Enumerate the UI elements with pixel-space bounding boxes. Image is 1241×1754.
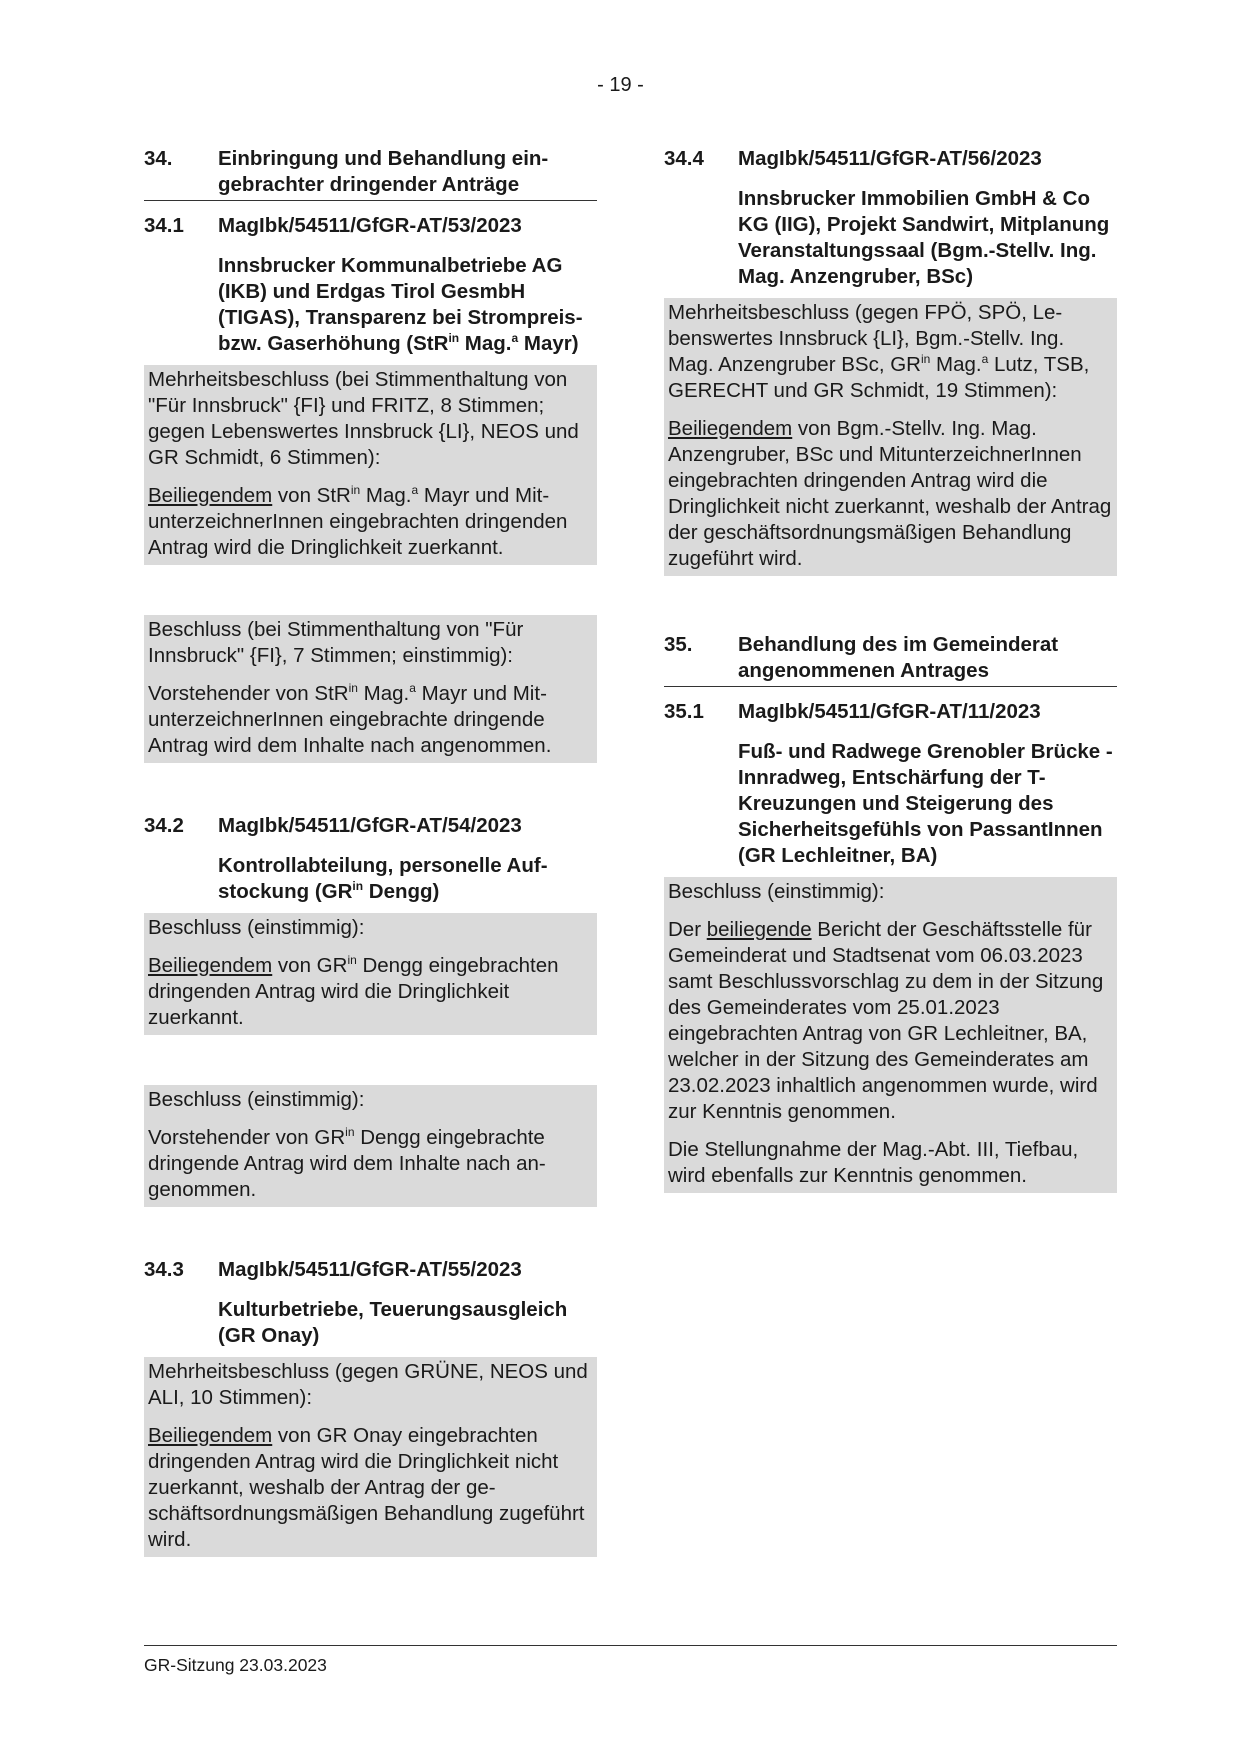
item-ref: MagIbk/54511/GfGR-AT/53/2023: [218, 214, 522, 237]
item-number: 34.3: [144, 1258, 184, 1281]
item-ref: MagIbk/54511/GfGR-AT/54/2023: [218, 814, 522, 837]
page-number: - 19 -: [597, 74, 644, 96]
item-ref-heading: [664, 146, 1117, 172]
resolution-box: [144, 615, 597, 763]
decision-text: Beschluss (bei Stimmenthaltung von "Für Innsbruck" {FI}, 7 Stimmen; einstimmig):: [148, 618, 524, 667]
resolution-text: Vorstehender von $GR^{in}$ Dengg eingebrachte dringende Antrag wird dem Inhalte nach angenommen.: [148, 1125, 546, 1201]
resolution-box: [144, 1085, 597, 1207]
decision-text: Beschluss (einstimmig):: [668, 880, 885, 903]
right-column: [664, 146, 1117, 1193]
item-34-4: [664, 146, 1117, 576]
resolution-text-2: Die Stellungnahme der Mag.-Abt. III, Tiefbau, wird ebenfalls zur Kenntnis genommen.: [668, 1138, 1079, 1187]
decision-text: Mehrheitsbeschluss (bei Stimmenthaltung von "Für Innsbruck" {FI} und FRITZ, 8 Stimmen; gegen Lebenswertes Innsbruck {LI}, NEOS und GR Schmidt, 6 Stimmen):: [148, 368, 579, 469]
section-title: Behandlung des im Gemeinderat angenommenen Antrages: [738, 633, 1059, 682]
decision-text: Mehrheitsbeschluss (gegen FPÖ, SPÖ, Lebenswertes Innsbruck {LI}, Bgm.-Stellv. Ing. Mag. Anzengruber BSc, $GR^{in}$ Mag.$^a$ Lutz, TSB, GERECHT und GR Schmidt, 19 Stimmen):: [668, 301, 1090, 402]
section-number: 35.: [664, 633, 693, 656]
item-ref-heading: [664, 699, 1117, 725]
item-34-3: [144, 1257, 597, 1557]
item-number: 34.1: [144, 214, 184, 237]
resolution-text: Beiliegendem von GR Onay eingebrachten dringenden Antrag wird die Dringlichkeit nicht zuerkannt, weshalb der Antrag der geschäftsordnungsmäßigen Behandlung zugeführt wird.: [148, 1424, 585, 1551]
item-ref-heading: [144, 213, 597, 239]
resolution-text: Beiliegendem von StR$^{in}$ Mag.$^a$ Mayr und MitunterzeichnerInnen eingebrachten dringenden Antrag wird die Dringlichkeit zuerkannt.: [148, 483, 568, 559]
resolution-box: [144, 913, 597, 1035]
section-number: 34.: [144, 147, 173, 170]
item-ref: MagIbk/54511/GfGR-AT/55/2023: [218, 1258, 522, 1281]
item-35-1: [664, 699, 1117, 1193]
item-34-2: [144, 813, 597, 1207]
footer-divider: [144, 1645, 1117, 1646]
section-35-heading: [664, 632, 1117, 687]
resolution-text: Vorstehender von StR$^{in}$ Mag.$^a$ Mayr und MitunterzeichnerInnen eingebrachte dringende Antrag wird dem Inhalte nach angenommen.: [148, 681, 552, 757]
item-title: Innsbrucker Immobilien GmbH & Co KG (IIG), Projekt Sandwirt, Mitplanung Veranstaltungssaal (Bgm.-Stellv. Ing. Mag. Anzengruber, BSc): [738, 187, 1110, 288]
decision-text: Beschluss (einstimmig):: [148, 916, 365, 939]
decision-text: Beschluss (einstimmig):: [148, 1088, 365, 1111]
resolution-box: [664, 877, 1117, 1193]
item-title: Kontrollabteilung, personelle Aufstockung ($GR^{in}$ Dengg): [218, 854, 548, 903]
item-ref: MagIbk/54511/GfGR-AT/56/2023: [738, 147, 1042, 170]
item-34-1: [144, 213, 597, 763]
resolution-text: Beiliegendem von $GR^{in}$ Dengg eingebrachten dringenden Antrag wird die Dringlichkeit zuerkannt.: [148, 953, 559, 1029]
resolution-text: Beiliegendem von Bgm.-Stellv. Ing. Mag. Anzengruber, BSc und MitunterzeichnerInnen eingebrachten dringenden Antrag wird die Dringlichkeit nicht zuerkannt, weshalb der Antrag der geschäftsordnungsmäßigen Behandlung zugeführt wird.: [668, 417, 1112, 570]
item-number: 34.4: [664, 147, 704, 170]
item-title: Kulturbetriebe, Teuerungsausgleich (GR Onay): [218, 1298, 568, 1347]
resolution-text: Der beiliegende Bericht der Geschäftsstelle für Gemeinderat und Stadtsenat vom 06.03.2023 samt Beschlussvorschlag zu dem in der Sitzung des Gemeinderates vom 25.01.2023 eingebrachten Antrag von GR Lechleitner, BA, welcher in der Sitzung des Gemeinderates am 23.02.2023 inhaltlich angenommen wurde, wird zur Kenntnis genommen.: [668, 918, 1104, 1123]
decision-text: Mehrheitsbeschluss (gegen GRÜNE, NEOS und ALI, 10 Stimmen):: [148, 1360, 588, 1409]
footer-text: GR-Sitzung 23.03.2023: [144, 1655, 327, 1675]
item-ref-heading: [144, 813, 597, 839]
item-ref: MagIbk/54511/GfGR-AT/11/2023: [738, 700, 1041, 723]
item-number: 35.1: [664, 700, 704, 723]
resolution-box: [664, 298, 1117, 576]
item-title: Fuß- und Radwege Grenobler Brücke - Innradweg, Entschärfung der T-Kreuzungen und Steigerung des Sicherheitsgefühls von PassantInnen (GR Lechleitner, BA): [738, 740, 1113, 867]
section-title: Einbringung und Behandlung eingebrachter dringender Anträge: [218, 147, 549, 196]
section-34-heading: [144, 146, 597, 201]
item-ref-heading: [144, 1257, 597, 1283]
left-column: [144, 146, 597, 1557]
item-number: 34.2: [144, 814, 184, 837]
item-title: Innsbrucker Kommunalbetriebe AG (IKB) und Erdgas Tirol GesmbH (TIGAS), Transparenz bei Strompreis- bzw. Gaserhöhung (StR$^{in}$ Mag.$^a$ Mayr): [218, 254, 583, 355]
resolution-box: [144, 365, 597, 565]
resolution-box: [144, 1357, 597, 1557]
